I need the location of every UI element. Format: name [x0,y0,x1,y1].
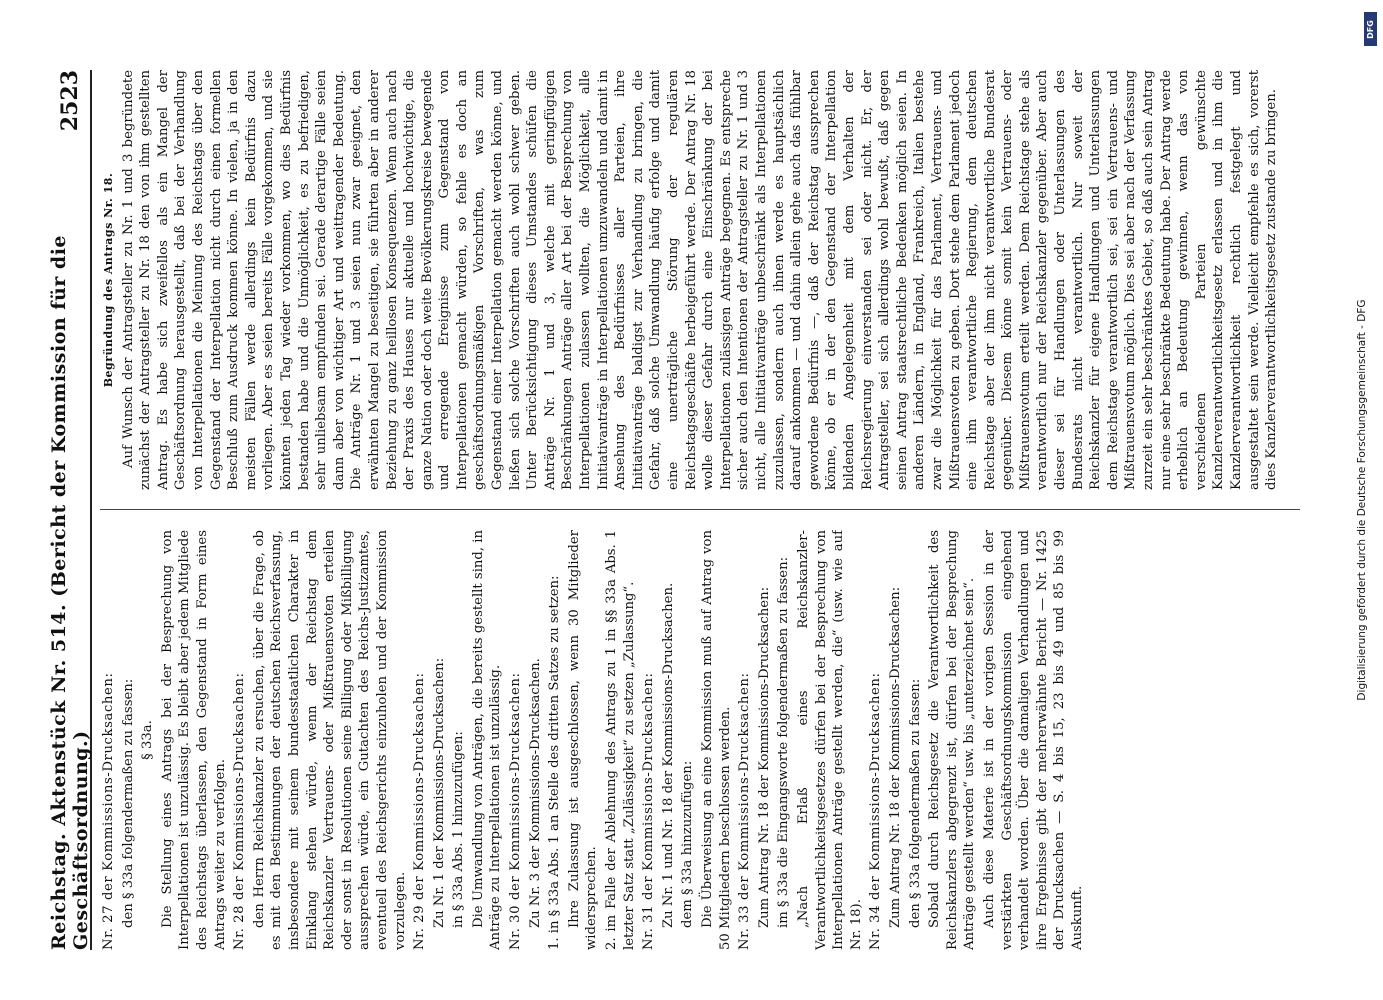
dfg-logo: DFG [1364,12,1377,46]
item-heading: Nr. 27 der Kommissions-Drucksachen: [101,672,116,950]
paragraph: den § 33a folgendermaßen zu fassen: [120,678,136,928]
paragraph: Ihre Zulassung ist ausgeschlossen, wenn 30 Mitglieder widersprechen. [566,530,600,950]
header-title: Reichstag. Aktenstück Nr. 514. (Bericht der Kommission für die Geschäftsordnung.) [48,235,92,950]
rotated-document-page [50,70,1340,950]
paragraph: § 33a. [140,720,156,760]
column-divider [100,509,1300,510]
item-heading: Nr. 34 der Kommissions-Drucksachen: [868,672,884,950]
digitization-credit: Digitalisierung gefördert durch die Deutsche Forschungsgemeinschaft - DFG [1356,299,1368,701]
paragraph: 1. in § 33a Abs. 1 an Stelle des dritten Satzes zu setzen: [547,575,563,950]
paragraph: 2. im Falle der Ablehnung des Antrags zu 1 in §§ 33a Abs. 1 letzter Satz statt „Zulässigkeit“ zu setzen „Zulassung“. [604,530,637,950]
paragraph: Die Überweisung an eine Kommission muß auf Antrag von 50 Mitgliedern beschlossen werden. [700,530,733,950]
section-subheading: Begründung des Antrags Nr. 18. [102,172,115,388]
paragraph: Die Stellung eines Antrags bei der Besprechung von Interpellationen ist unzulässig. Es bleibt aber jedem Mitgliede des Reichstags überlassen, den Gegenstand in Form eines Antrags weiter zu verfolgen. [159,530,228,950]
paragraph: Zu Nr. 1 und Nr. 18 der Kommissions-Drucksachen. [660,582,676,928]
paragraph: „Nach Erlaß eines Reichskanzler-Verantwortlichkeitsgesetzes dürfen bei der Besprechung von Interpellationen Anträge gestellt werden, die“ (usw. wie auf Nr. 18). [795,530,864,950]
item-heading: Nr. 29 der Kommissions-Drucksachen: [412,672,428,950]
paragraph: Zum Antrag Nr. 18 der Kommissions-Drucksachen: [887,586,903,928]
item-heading: Nr. 28 der Kommissions-Drucksachen: [232,672,248,950]
paragraph: Zu Nr. 3 der Kommissions-Drucksachen. [527,658,543,928]
page-header [50,70,92,950]
paragraph: Die Umwandlung von Anträgen, die bereits gestellt sind, in Anträge zu Interpellationen ist unzulässig. [470,530,504,950]
paragraph: Sobald durch Reichsgesetz die Verantwortlichkeit des Reichskanzlers abgegrenzt ist, dürfen bei der Besprechung Anträge gestellt werden“ usw. bis „unterzeichnet sein“. [927,530,978,950]
paragraph: in § 33a Abs. 1 hinzuzufügen: [451,731,467,928]
left-column [100,530,1300,950]
paragraph: den Herrn Reichskanzler zu ersuchen, über die Frage, ob es mit den Bestimmungen der deutschen Reichsverfassung, insbesondere mit seinem bundesstaatlichen Charakter in Einklang stehen würde, wenn der Reichstag dem Reichskanzler Vertrauens- oder Mißtrauensvoten erteilen oder sonst in Resolutionen seine Billigung oder Mißbilligung aussprechen würde, ein Gutachten des Reichs-Justizamtes, eventuell des Reichsgerichts einzuholen und der Kommission vorzulegen. [251,530,408,950]
item-heading: Nr. 30 der Kommissions-Drucksachen: [508,672,524,950]
item-heading: Nr. 33 der Kommissions-Drucksachen: [737,672,753,950]
right-column [100,70,1300,490]
paragraph: im § 33a die Eingangsworte folgendermaßen zu fassen: [776,556,792,928]
paragraph: dem § 33a hinzuzufügen: [680,760,696,928]
paragraph: Auf Wunsch der Antragsteller zu Nr. 1 und 3 begründete zunächst der Antragsteller zu Nr. 18 den von ihm gestellten Antrag. Es habe sich zweifellos als ein Mangel der Geschäftsordnung herausgestellt, daß bei der Verhandlung von Interpellationen die Meinung des Reichstags über den Gegenstand der Interpellation nicht durch einen formellen Beschluß zum Ausdruck kommen könne. In vielen, ja in den meisten Fällen werde allerdings kein Bedürfnis dazu vorliegen. Aber es seien bereits Fälle vorgekommen, und sie könnten jeden Tag wieder vorkommen, wo dies Bedürfnis bestanden habe und die Unmöglichkeit, es zu befriedigen, sehr unliebsam empfunden sei. Gerade derartige Fälle seien dann aber von wichtiger Art und weittragender Bedeutung. Die Anträge Nr. 1 und 3 seien nun zwar geeignet, den erwähnten Mangel zu beseitigen, sie führten aber in anderer Beziehung zu ganz heillosen Konsequenzen. Wenn auch nach der Praxis des Hauses nur aktuelle und hochwichtige, die ganze Nation oder doch weite Bevölkerungskreise bewegende und erregende Ereignisse zum Gegenstand von Interpellationen gemacht würden, so fehle es doch an geschäftsordnungsmäßigen Vorschriften, was zum Gegenstand einer Interpellation gemacht werden könne, und ließen sich solche Vorschriften auch wohl schwer geben. Unter Berücksichtigung dieses Umstandes schüfen die Anträge Nr. 1 und 3, welche mit geringfügigen Beschränkungen Anträge aller Art bei der Besprechung von Interpellationen zulassen wollten, die Möglichkeit, alle Initiativanträge in Interpellationen umzuwandeln und damit in Ansehung des Bedürfnisses aller Parteien, ihre Initiativanträge baldigst zur Verhandlung zu bringen, die Gefahr, daß solche Umwandlung häufig erfolge und damit eine unerträgliche Störung der regulären Reichstagsgeschäfte herbeigeführt werde. Der Antrag Nr. 18 wolle dieser Gefahr durch eine Einschränkung der bei Interpellationen zulässigen Anträge begegnen. Es entspreche sicher auch den Intentionen der Antragsteller zu Nr. 1 und 3 nicht, alle Initiativanträge unbeschränkt als Interpellationen zuzulassen, sondern auch ihnen werde es hauptsächlich darauf ankommen — und dahin allein gehe auch das fühlbar gewordene Bedürfnis —, daß der Reichstag aussprechen könne, ob er in der den Gegenstand der Interpellation bildenden Angelegenheit mit dem Verhalten der Reichsregierung einverstanden sei oder nicht. Er, der Antragsteller, sei sich allerdings wohl bewußt, daß gegen seinen Antrag staatsrechtliche Bedenken möglich seien. In anderen Ländern, in England, Frankreich, Italien bestehe zwar die Möglichkeit für das Parlament, Vertrauens- und Mißtrauensvoten zu geben. Dort stehe dem Parlament jedoch eine ihm verantwortliche Regierung, dem deutschen Reichstage aber der ihm nicht verantwortliche Bundesrat gegenüber. Diesem könne somit kein Vertrauens- oder Mißtrauensvotum erteilt werden. Dem Reichstage stehe als verantwortlich nur der Reichskanzler gegenüber. Aber auch dieser sei für Handlungen oder Unterlassungen des Bundesrats nicht verantwortlich. Nur soweit der Reichskanzler für eigene Handlungen und Unterlassungen dem Reichstage verantwortlich sei, sei ein Vertrauens- und Mißtrauensvotum möglich. Dies sei aber nach der Verfassung zurzeit ein sehr beschränktes Gebiet, so daß auch sein Antrag nur eine sehr beschränkte Bedeutung habe. Der Antrag werde erheblich an Bedeutung gewinnen, wenn das von verschiedenen Parteien gewünschte Kanzlerverantwortlichkeitsgesetz erlassen und in ihm die Kanzlerverantwortlichkeit rechtlich festgelegt und ausgestaltet sein werde. Vielleicht empfehle es sich, vorerst dies Kanzlerverantwortlichkeitsgesetz zustande zu bringen. [120,70,1280,490]
paragraph: Auch diese Materie ist in der vorigen Session in der verstärkten Geschäftsordnungskommission eingehend verhandelt worden. Über die damaligen Verhandlungen und ihre Ergebnisse gibt der mehrerwähnte Bericht — Nr. 1425 der Drucksachen — S. 4 bis 15, 23 bis 49 und 85 bis 99 Auskunft. [981,530,1085,950]
paragraph: Zum Antrag Nr. 18 der Kommissions-Drucksachen: [756,586,772,928]
page-number: 2523 [57,70,83,132]
paragraph: den § 33a folgendermaßen zu fassen: [907,678,923,928]
paragraph: Zu Nr. 1 der Kommissions-Drucksachen: [431,657,447,928]
item-heading: Nr. 31 der Kommissions-Drucksachen: [641,672,657,950]
